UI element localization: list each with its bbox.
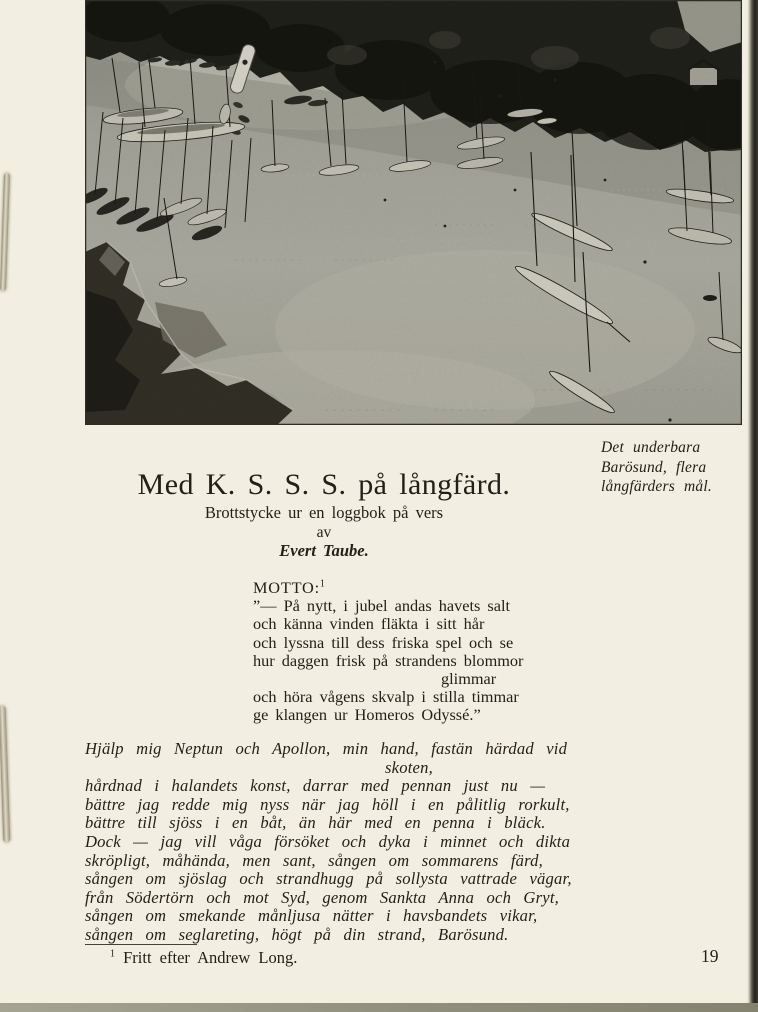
- verse-line: skoten,: [385, 757, 433, 777]
- harbor-photo: [85, 0, 742, 425]
- footnote: [85, 948, 485, 968]
- verse-line: från Södertörn och mot Syd, genom Sankta Anna och Gryt,: [85, 887, 559, 907]
- photo-caption: [601, 438, 743, 497]
- motto-line: ”— På nytt, i jubel andas havets salt: [253, 596, 511, 616]
- author-name: Evert Taube.: [279, 541, 369, 560]
- verse-line: sången om smekande månljusa nätter i havsbandets vikar,: [85, 906, 538, 926]
- page-edge-shadow: [747, 0, 758, 1012]
- verse-line: bättre till sjöss i en båt, än här med en penna i bläck.: [85, 813, 546, 833]
- verse-line: skröpligt, måhända, men sant, sången om sommarens färd,: [85, 850, 544, 870]
- motto-block: [253, 579, 583, 725]
- verse-line: sången om seglareting, högt på din strand, Barösund.: [85, 924, 509, 944]
- footnote-rule: [85, 944, 197, 945]
- byline-prefix: av: [316, 524, 332, 541]
- binding-staple: [0, 173, 10, 291]
- motto-line: ge klangen ur Homeros Odyssé.”: [253, 705, 481, 725]
- caption-line: långfärders mål.: [601, 478, 712, 495]
- motto-line: och höra vågens skvalp i stilla timmar: [253, 687, 519, 707]
- verse-line: hårdnad i halandets konst, darrar med pennan just nu —: [85, 776, 546, 796]
- footnote-text: Fritt efter Andrew Long.: [123, 948, 298, 967]
- verse-line: Hjälp mig Neptun och Apollon, min hand, fastän härdad vid: [85, 739, 568, 758]
- subtitle: Brottstycke ur en loggbok på vers: [204, 503, 444, 522]
- page-number: 19: [701, 946, 719, 966]
- motto-line: glimmar: [441, 669, 497, 689]
- caption-line: Barösund, flera: [601, 458, 707, 476]
- caption-line: Det underbara: [601, 439, 701, 456]
- verse-block: [85, 740, 705, 945]
- motto-line: och känna vinden fläkta i sitt hår: [253, 614, 485, 634]
- page-edge-shadow: [0, 1003, 758, 1012]
- verse-line: Dock — jag vill våga försöket och dyka i minnet och dikta: [85, 831, 571, 851]
- motto-line: och lyssna till dess friska spel och se: [253, 632, 514, 652]
- motto-footnote-ref: 1: [319, 578, 326, 590]
- binding-staple: [0, 706, 10, 842]
- motto-line: hur daggen frisk på strandens blommor: [253, 650, 524, 670]
- verse-line: bättre jag redde mig nyss när jag höll i en pålitlig rorkult,: [85, 794, 570, 814]
- footnote-ref: 1: [110, 948, 115, 960]
- motto-heading: MOTTO:$^1$: [253, 578, 326, 597]
- verse-line: sången om sjöslag och strandhugg på sollysta vattrade vägar,: [85, 869, 572, 889]
- page-title: Med K. S. S. S. på långfärd.: [137, 468, 511, 501]
